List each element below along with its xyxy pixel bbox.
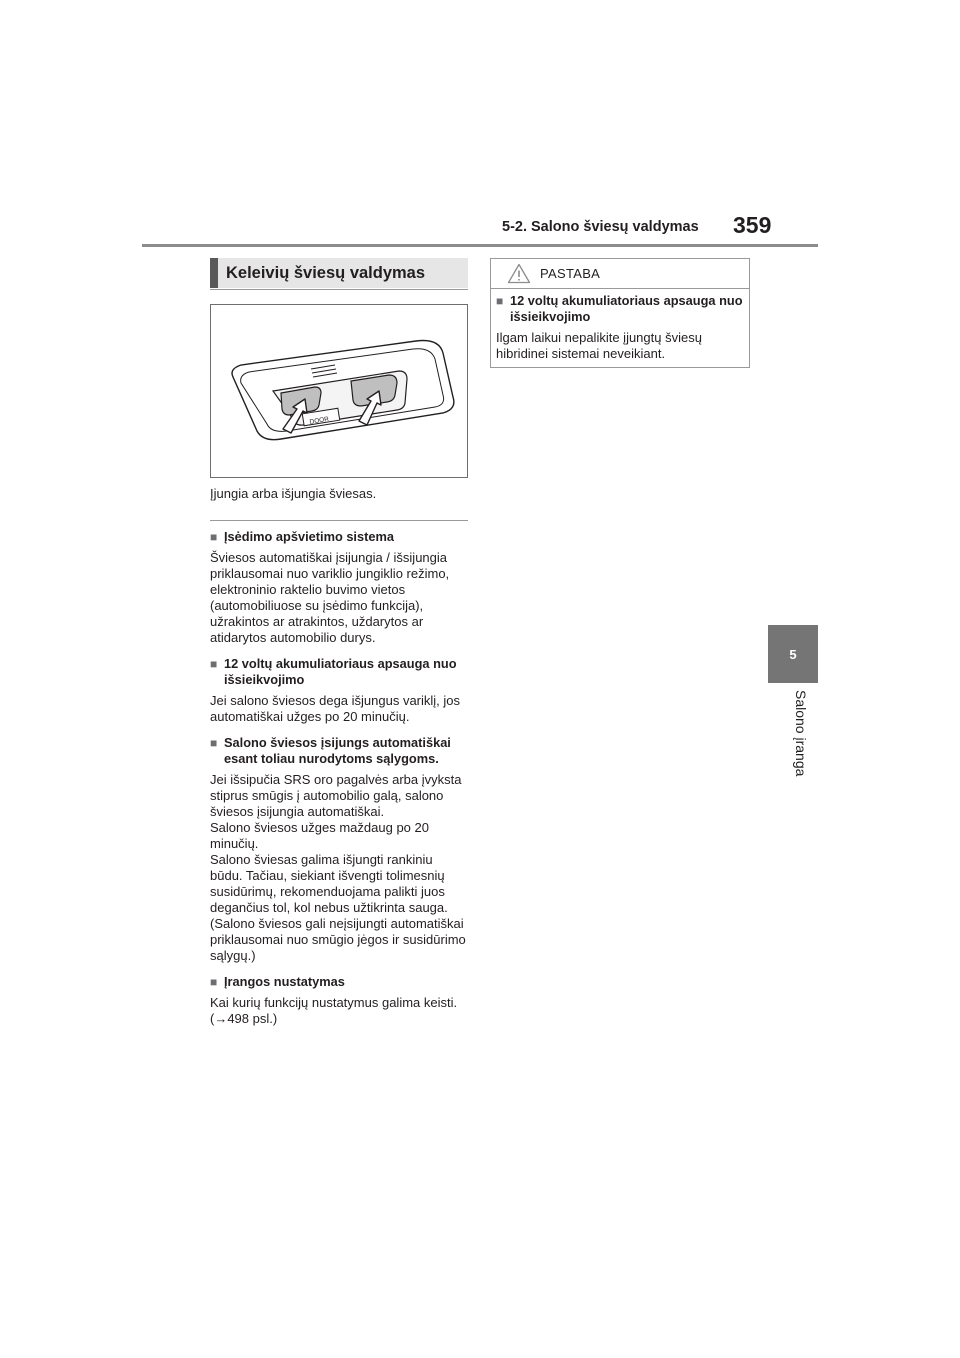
topic-title: Įsėdimo apšvietimo sistema xyxy=(224,529,394,544)
notice-box xyxy=(490,258,750,368)
topic-title-row xyxy=(210,529,468,545)
heading-rule xyxy=(210,289,468,290)
notice-topic-title: 12 voltų akumuliatoriaus apsauga nuo išsieikvojimo xyxy=(510,293,743,324)
header-section-title: 5-2. Salono šviesų valdymas xyxy=(502,219,699,235)
topic-body: Jei išsipučia SRS oro pagalvės arba įvyksta stiprus smūgis į automobilio galą, salono šviesos įsijungia automatiškai. Salono šviesos užges maždaug po 20 minučių. Salono šviesas galima išjungti rankiniu būdu. Tačiau, siekiant išvengti tolimesnių susidūrimų, rekomenduojama palikti juos degančius tol, kol nebus užtikrinta sauga. (Salono šviesos gali neįsijungti automatiškai priklausomai nuo smūgio jėgos ir susidūrimo sąlygų.) xyxy=(210,772,466,963)
topic-customization xyxy=(210,974,468,1027)
topic-body-with-page-link[interactable]: Kai kurių funkcijų nustatymus galima keisti. (→498 psl.) xyxy=(210,995,458,1026)
bullet-square-icon: ■ xyxy=(496,294,504,308)
topic-battery-protection xyxy=(210,656,468,725)
notice-topic-title-row xyxy=(496,293,744,325)
overhead-console-illustration xyxy=(211,305,467,477)
topic-title: Salono šviesos įsijungs automatiškai esant toliau nurodytoms sąlygoms. xyxy=(224,735,451,766)
caption-rule xyxy=(210,520,468,521)
topic-body: Šviesos automatiškai įsijungia / išsijungia priklausomai nuo variklio jungiklio režimo, elektroninio raktelio buvimo vietos (automobiliuose su įsėdimo funkcija), užrakintos ar atrakintos, uždarytos ar atidarytos automobilio durys. xyxy=(210,550,450,645)
chapter-number: 5 xyxy=(789,646,797,662)
topic-auto-on-conditions xyxy=(210,735,468,964)
bullet-square-icon: ■ xyxy=(210,975,218,989)
topic-entry-lighting xyxy=(210,529,468,646)
chapter-tab[interactable] xyxy=(768,625,818,683)
page-number: 359 xyxy=(733,212,772,238)
topic-title: 12 voltų akumuliatoriaus apsauga nuo išsieikvojimo xyxy=(224,656,457,687)
header-rule xyxy=(142,244,818,247)
notice-label: PASTABA xyxy=(540,266,601,281)
notice-body xyxy=(491,289,749,362)
bullet-square-icon: ■ xyxy=(210,736,218,750)
left-column xyxy=(210,258,468,1027)
section-heading xyxy=(210,258,468,288)
topic-body: Jei salono šviesos dega išjungus variklį, jos automatiškai užges po 20 minučių. xyxy=(210,693,461,724)
topic-title-row xyxy=(210,656,468,688)
warning-triangle-icon xyxy=(507,263,531,284)
bullet-square-icon: ■ xyxy=(210,657,218,671)
topic-title-row xyxy=(210,974,468,990)
illustration-caption: Įjungia arba išjungia šviesas. xyxy=(210,486,377,501)
topic-title: Įrangos nustatymas xyxy=(224,974,345,989)
chapter-title: Salono įranga xyxy=(793,690,809,777)
notice-header xyxy=(491,259,749,289)
topic-title-row xyxy=(210,735,468,767)
notice-topic-body: Ilgam laikui nepalikite įjungtų šviesų hibridinei sistemai neveikiant. xyxy=(496,330,702,361)
bullet-square-icon: ■ xyxy=(210,530,218,544)
illustration-frame xyxy=(210,304,468,478)
section-heading-text: Keleivių šviesų valdymas xyxy=(226,263,426,282)
door-switch-label: DOOR xyxy=(309,415,330,426)
